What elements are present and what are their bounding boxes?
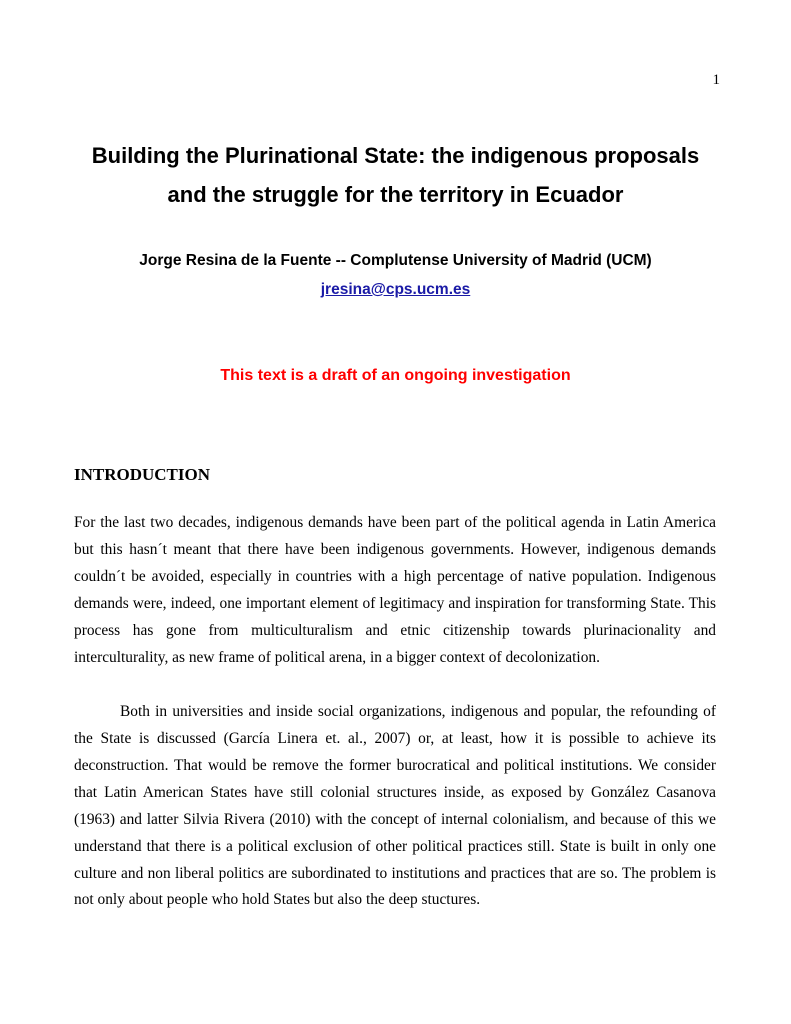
draft-notice: This text is a draft of an ongoing investigation <box>220 367 571 384</box>
section-heading: INTRODUCTION <box>74 465 211 484</box>
author-email <box>0 281 791 299</box>
author-affiliation: Jorge Resina de la Fuente -- Complutense University of Madrid (UCM) <box>139 252 652 269</box>
text-line: demands were, indeed, one important element of legitimacy and inspiration for transforming State. This <box>74 595 716 612</box>
email-link[interactable]: jresina@cps.ucm.es <box>320 281 471 298</box>
text-line: For the last two decades, indigenous demands have been part of the political agenda in Latin America <box>74 514 716 531</box>
text-line: that Latin American States have still colonial structures inside, as exposed by González Casanova <box>74 784 716 801</box>
text-line: culture and non liberal politics are subordinated to institutions and practices that are so. The problem is <box>74 865 716 882</box>
text-line: but this hasn´t meant that there have been indigenous governments. However, indigenous demands <box>74 541 716 558</box>
text-line: not only about people who hold States but also the deep stuctures. <box>74 891 481 908</box>
text-line: deconstruction. That would be remove the former burocratical and political institutions. We consider <box>74 757 716 774</box>
page-number: 1 <box>712 72 720 88</box>
text-line: interculturality, as new frame of political arena, in a bigger context of decolonization. <box>74 649 600 666</box>
text-line: Both in universities and inside social organizations, indigenous and popular, the refounding of <box>120 703 716 720</box>
text-line: (1963) and latter Silvia Rivera (2010) with the concept of internal colonialism, and because of this we <box>74 811 716 828</box>
text-line: couldn´t be avoided, especially in countries with a high percentage of native population. Indigenous <box>74 568 716 585</box>
text-line: process has gone from multiculturalism and etnic citizenship towards plurinacionality and <box>74 622 716 639</box>
text-line: the State is discussed (García Linera et. al., 2007) or, at least, how it is possible to achieve its <box>74 730 716 747</box>
text-line: understand that there is a political exclusion of other political practices still. State is built in only one <box>74 838 716 855</box>
document-title-line-1: Building the Plurinational State: the indigenous proposals <box>91 143 700 168</box>
document-title-line-2: and the struggle for the territory in Ecuador <box>167 182 624 207</box>
